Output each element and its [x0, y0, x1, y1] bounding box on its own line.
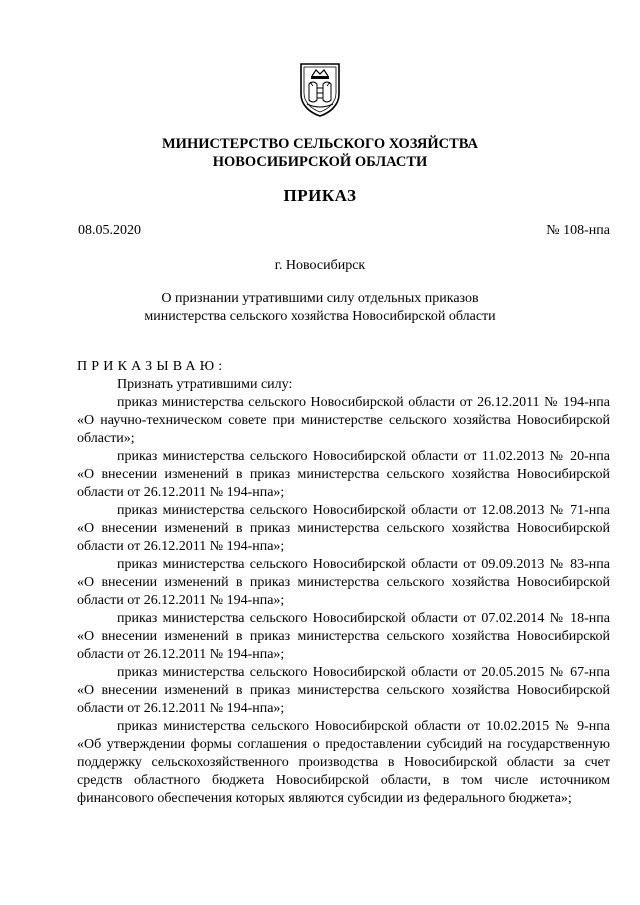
document-number: № 108-нпа	[546, 223, 610, 238]
list-item: приказ министерства сельского Новосибирской области от 12.08.2013 № 71-нпа «О внесении изменений в приказ министерства сельского хозяйства Новосибирской области от 26.12.2011 № 194-нпа»;	[77, 503, 610, 554]
document-subject	[0, 290, 640, 326]
intro-paragraph: Признать утратившими силу:	[117, 377, 293, 392]
coat-of-arms-icon	[297, 60, 343, 118]
list-item: приказ министерства сельского Новосибирской области от 20.05.2015 № 67-нпа «О внесении изменений в приказ министерства сельского хозяйства Новосибирской области от 26.12.2011 № 194-нпа»;	[77, 665, 610, 716]
document-date: 08.05.2020	[78, 223, 141, 238]
list-item: приказ министерства сельского Новосибирской области от 11.02.2013 № 20-нпа «О внесении изменений в приказ министерства сельского хозяйства Новосибирской области от 26.12.2011 № 194-нпа»;	[77, 449, 610, 500]
subject-line-1: О признании утратившими силу отдельных приказов	[161, 291, 479, 306]
ministry-name-line-2: НОВОСИБИРСКОЙ ОБЛАСТИ	[212, 154, 428, 170]
document-title: ПРИКАЗ	[283, 186, 357, 205]
ministry-name-line-1: МИНИСТЕРСТВО СЕЛЬСКОГО ХОЗЯЙСТВА	[162, 136, 478, 152]
document-body	[77, 358, 610, 808]
list-item: приказ министерства сельского Новосибирской области от 07.02.2014 № 18-нпа «О внесении изменений в приказ министерства сельского хозяйства Новосибирской области от 26.12.2011 № 194-нпа»;	[77, 611, 610, 662]
subject-line-2: министерства сельского хозяйства Новосибирской области	[144, 309, 496, 324]
order-word: ПРИКАЗЫВАЮ:	[77, 359, 227, 374]
document-city: г. Новосибирск	[274, 258, 366, 273]
list-item: приказ министерства сельского Новосибирской области от 10.02.2015 № 9-нпа «Об утверждении формы соглашения о предоставлении субсидий на государственную поддержку сельскохозяйственного производства в Новосибирской области за счет средств областного бюджета Новосибирской области, в том числе источником финансового обеспечения которых являются субсидии из федерального бюджета»;	[77, 719, 610, 806]
list-item: приказ министерства сельского Новосибирской области от 09.09.2013 № 83-нпа «О внесении изменений в приказ министерства сельского хозяйства Новосибирской области от 26.12.2011 № 194-нпа»;	[77, 557, 610, 608]
list-item: приказ министерства сельского Новосибирской области от 26.12.2011 № 194-нпа «О научно-техническом совете при министерстве сельского хозяйства Новосибирской области»;	[77, 395, 610, 446]
